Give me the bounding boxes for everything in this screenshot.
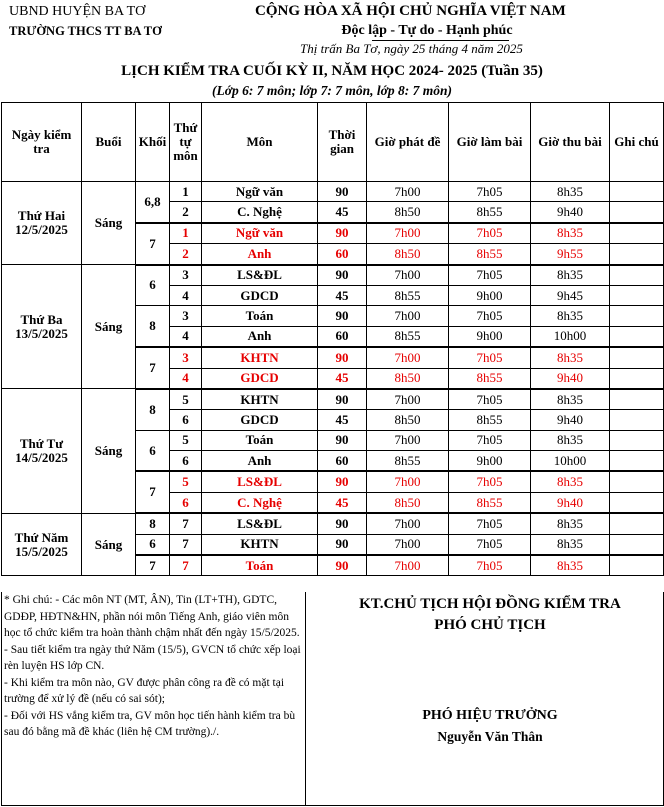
cell-duration: 45 [318, 492, 367, 513]
table-row [2, 265, 664, 286]
org-name: UBND HUYỆN BA TƠ [9, 4, 146, 19]
cell-subject: Toán [202, 430, 318, 450]
cell-collect: 8h35 [531, 182, 610, 202]
cell-start: 7h05 [449, 182, 531, 202]
cell-collect: 10h00 [531, 326, 610, 347]
cell-order: 7 [170, 513, 202, 534]
cell-duration: 90 [318, 347, 367, 368]
cell-duration: 90 [318, 265, 367, 286]
session-cell: Sáng [82, 265, 136, 389]
day-date: 12/5/2025 [15, 222, 68, 238]
cell-order: 1 [170, 223, 202, 244]
col-header-hand-out: Giờ phát đề [367, 103, 449, 182]
col-header-note: Ghi chú [610, 103, 664, 182]
cell-order: 7 [170, 555, 202, 576]
cell-start: 7h05 [449, 471, 531, 492]
cell-duration: 90 [318, 182, 367, 202]
cell-hand-out: 7h00 [367, 555, 449, 576]
cell-hand-out: 7h00 [367, 534, 449, 555]
cell-collect: 9h40 [531, 368, 610, 389]
cell-duration: 45 [318, 410, 367, 430]
table-row [2, 182, 664, 202]
cell-order: 3 [170, 306, 202, 326]
cell-collect: 8h35 [531, 347, 610, 368]
cell-note [610, 513, 664, 534]
signature-subtitle: PHÓ CHỦ TỊCH [434, 617, 546, 633]
cell-note [610, 285, 664, 305]
day-name: Thứ Ba [20, 311, 63, 327]
session-cell: Sáng [82, 182, 136, 265]
cell-note [610, 410, 664, 430]
cell-subject: KHTN [202, 534, 318, 555]
day-date: 14/5/2025 [15, 450, 68, 466]
nation-title: CỘNG HÒA XÃ HỘI CHỦ NGHĨA VIỆT NAM [255, 3, 566, 19]
cell-hand-out: 7h00 [367, 513, 449, 534]
cell-start: 8h55 [449, 368, 531, 389]
col-header-order: Thứ tự môn [170, 103, 202, 182]
cell-hand-out: 8h55 [367, 285, 449, 305]
grade-cell: 8 [136, 389, 170, 430]
cell-start: 8h55 [449, 410, 531, 430]
exam-schedule-table [1, 102, 664, 576]
cell-order: 1 [170, 182, 202, 202]
cell-subject: Ngữ văn [202, 223, 318, 244]
cell-start: 7h05 [449, 430, 531, 450]
cell-hand-out: 8h55 [367, 326, 449, 347]
cell-hand-out: 7h00 [367, 306, 449, 326]
day-name: Thứ Năm [14, 529, 69, 545]
day-cell [2, 182, 82, 265]
cell-collect: 9h40 [531, 202, 610, 223]
cell-duration: 60 [318, 244, 367, 265]
cell-hand-out: 8h50 [367, 492, 449, 513]
note-item: * Ghi chú: - Các môn NT (MT, ÂN), Tin (LT+TH), GDTC, GDĐP, HĐTN&HN, phần nói môn Tiếng Anh, giáo viên môn học tổ chức kiểm tra hoàn thành chậm nhất đến ngày 15/5/2025. [4, 594, 300, 639]
cell-note [610, 306, 664, 326]
cell-duration: 60 [318, 451, 367, 472]
session-cell: Sáng [82, 513, 136, 576]
cell-order: 6 [170, 492, 202, 513]
cell-start: 7h05 [449, 265, 531, 286]
grade-cell: 6,8 [136, 182, 170, 223]
grade-cell: 8 [136, 306, 170, 347]
cell-note [610, 202, 664, 223]
day-name: Thứ Hai [17, 208, 66, 224]
grade-cell: 7 [136, 471, 170, 513]
cell-duration: 90 [318, 471, 367, 492]
cell-collect: 8h35 [531, 555, 610, 576]
cell-duration: 45 [318, 202, 367, 223]
cell-collect: 9h40 [531, 492, 610, 513]
col-header-session: Buổi [82, 103, 136, 182]
cell-hand-out: 7h00 [367, 223, 449, 244]
cell-collect: 10h00 [531, 451, 610, 472]
col-header-subject: Môn [202, 103, 318, 182]
signer-name: Nguyễn Văn Thân [437, 729, 543, 744]
cell-order: 6 [170, 410, 202, 430]
cell-collect: 8h35 [531, 223, 610, 244]
cell-collect: 8h35 [531, 430, 610, 450]
cell-duration: 90 [318, 430, 367, 450]
cell-subject: KHTN [202, 347, 318, 368]
grade-cell: 6 [136, 430, 170, 471]
cell-note [610, 492, 664, 513]
table-row [2, 513, 664, 534]
table-header-row [2, 103, 664, 182]
session-cell: Sáng [82, 389, 136, 513]
cell-order: 4 [170, 326, 202, 347]
cell-note [610, 389, 664, 410]
col-header-duration: Thời gian [318, 103, 367, 182]
cell-start: 8h55 [449, 492, 531, 513]
cell-duration: 90 [318, 306, 367, 326]
col-header-collect: Giờ thu bài [531, 103, 610, 182]
cell-note [610, 368, 664, 389]
grade-cell: 7 [136, 555, 170, 576]
cell-hand-out: 8h50 [367, 244, 449, 265]
cell-start: 7h05 [449, 555, 531, 576]
cell-start: 7h05 [449, 513, 531, 534]
cell-subject: C. Nghệ [202, 202, 318, 223]
cell-subject: GDCD [202, 410, 318, 430]
note-item: - Đối với HS vắng kiểm tra, GV môn học tiến hành kiểm tra bù sau đó bằng mã đề khác (liên hệ CM trường)./. [4, 709, 296, 738]
cell-subject: Toán [202, 306, 318, 326]
cell-hand-out: 8h50 [367, 368, 449, 389]
table-row [2, 389, 664, 410]
day-date: 15/5/2025 [15, 543, 68, 559]
school-name: TRƯỜNG THCS TT BA TƠ [9, 24, 162, 38]
cell-hand-out: 8h50 [367, 202, 449, 223]
signer-role: PHÓ HIỆU TRƯỞNG [422, 708, 558, 723]
cell-start: 8h55 [449, 202, 531, 223]
motto: Độc lập - Tự do - Hạnh phúc [341, 23, 513, 38]
cell-collect: 9h45 [531, 285, 610, 305]
cell-start: 9h00 [449, 326, 531, 347]
cell-subject: LS&ĐL [202, 265, 318, 286]
signature-title: KT.CHỦ TỊCH HỘI ĐỒNG KIỂM TRA [359, 596, 621, 612]
cell-note [610, 555, 664, 576]
cell-order: 3 [170, 265, 202, 286]
col-header-day: Ngày kiểm tra [2, 103, 82, 182]
cell-subject: Anh [202, 451, 318, 472]
cell-subject: C. Nghệ [202, 492, 318, 513]
grade-cell: 7 [136, 223, 170, 265]
cell-start: 7h05 [449, 306, 531, 326]
cell-note [610, 471, 664, 492]
grade-cell: 6 [136, 534, 170, 555]
cell-subject: Toán [202, 555, 318, 576]
cell-subject: LS&ĐL [202, 471, 318, 492]
document-title: LỊCH KIỂM TRA CUỐI KỲ II, NĂM HỌC 2024- 2025 (Tuần 35) [121, 63, 543, 79]
cell-subject: Ngữ văn [202, 182, 318, 202]
cell-note [610, 223, 664, 244]
grade-cell: 6 [136, 265, 170, 306]
day-cell [2, 389, 82, 513]
cell-subject: LS&ĐL [202, 513, 318, 534]
cell-hand-out: 7h00 [367, 347, 449, 368]
cell-start: 9h00 [449, 285, 531, 305]
cell-subject: KHTN [202, 389, 318, 410]
cell-duration: 45 [318, 368, 367, 389]
cell-note [610, 182, 664, 202]
grade-cell: 7 [136, 347, 170, 389]
cell-duration: 90 [318, 513, 367, 534]
grade-cell: 8 [136, 513, 170, 534]
cell-subject: Anh [202, 326, 318, 347]
cell-note [610, 451, 664, 472]
cell-subject: Anh [202, 244, 318, 265]
cell-note [610, 244, 664, 265]
cell-order: 3 [170, 347, 202, 368]
cell-order: 7 [170, 534, 202, 555]
cell-collect: 8h35 [531, 534, 610, 555]
cell-order: 5 [170, 471, 202, 492]
day-cell [2, 265, 82, 389]
cell-hand-out: 8h55 [367, 451, 449, 472]
cell-collect: 8h35 [531, 389, 610, 410]
cell-order: 2 [170, 202, 202, 223]
cell-order: 4 [170, 285, 202, 305]
cell-collect: 9h40 [531, 410, 610, 430]
document-subtitle: (Lớp 6: 7 môn; lớp 7: 7 môn, lớp 8: 7 môn) [212, 83, 452, 98]
cell-hand-out: 7h00 [367, 265, 449, 286]
cell-duration: 45 [318, 285, 367, 305]
cell-duration: 90 [318, 534, 367, 555]
cell-note [610, 326, 664, 347]
cell-start: 7h05 [449, 389, 531, 410]
cell-start: 8h55 [449, 244, 531, 265]
day-cell [2, 513, 82, 576]
date-line: Thị trấn Ba Tơ, ngày 25 tháng 4 năm 2025 [300, 41, 523, 56]
notes-section [4, 592, 304, 741]
cell-collect: 8h35 [531, 513, 610, 534]
col-header-grade: Khối [136, 103, 170, 182]
cell-start: 9h00 [449, 451, 531, 472]
cell-order: 5 [170, 389, 202, 410]
cell-order: 6 [170, 451, 202, 472]
cell-collect: 8h35 [531, 306, 610, 326]
day-name: Thứ Tư [19, 436, 64, 452]
cell-hand-out: 7h00 [367, 471, 449, 492]
note-item: - Sau tiết kiểm tra ngày thứ Năm (15/5), GVCN tổ chức xếp loại rèn luyện HS lớp CN. [4, 643, 301, 672]
cell-subject: GDCD [202, 368, 318, 389]
cell-note [610, 430, 664, 450]
cell-hand-out: 8h50 [367, 410, 449, 430]
cell-duration: 90 [318, 223, 367, 244]
cell-collect: 8h35 [531, 471, 610, 492]
cell-note [610, 265, 664, 286]
cell-subject: GDCD [202, 285, 318, 305]
cell-order: 2 [170, 244, 202, 265]
col-header-start: Giờ làm bài [449, 103, 531, 182]
cell-start: 7h05 [449, 534, 531, 555]
cell-hand-out: 7h00 [367, 430, 449, 450]
footer-divider [305, 592, 306, 805]
cell-duration: 90 [318, 555, 367, 576]
cell-duration: 90 [318, 389, 367, 410]
cell-note [610, 347, 664, 368]
cell-start: 7h05 [449, 223, 531, 244]
cell-hand-out: 7h00 [367, 182, 449, 202]
cell-collect: 9h55 [531, 244, 610, 265]
cell-order: 4 [170, 368, 202, 389]
note-item: - Khi kiểm tra môn nào, GV được phân công ra đề có mặt tại trường để xử lý đề (nếu có sai sót); [4, 676, 285, 705]
cell-duration: 60 [318, 326, 367, 347]
cell-hand-out: 7h00 [367, 389, 449, 410]
cell-start: 7h05 [449, 347, 531, 368]
day-date: 13/5/2025 [15, 325, 68, 341]
cell-collect: 8h35 [531, 265, 610, 286]
cell-note [610, 534, 664, 555]
cell-order: 5 [170, 430, 202, 450]
